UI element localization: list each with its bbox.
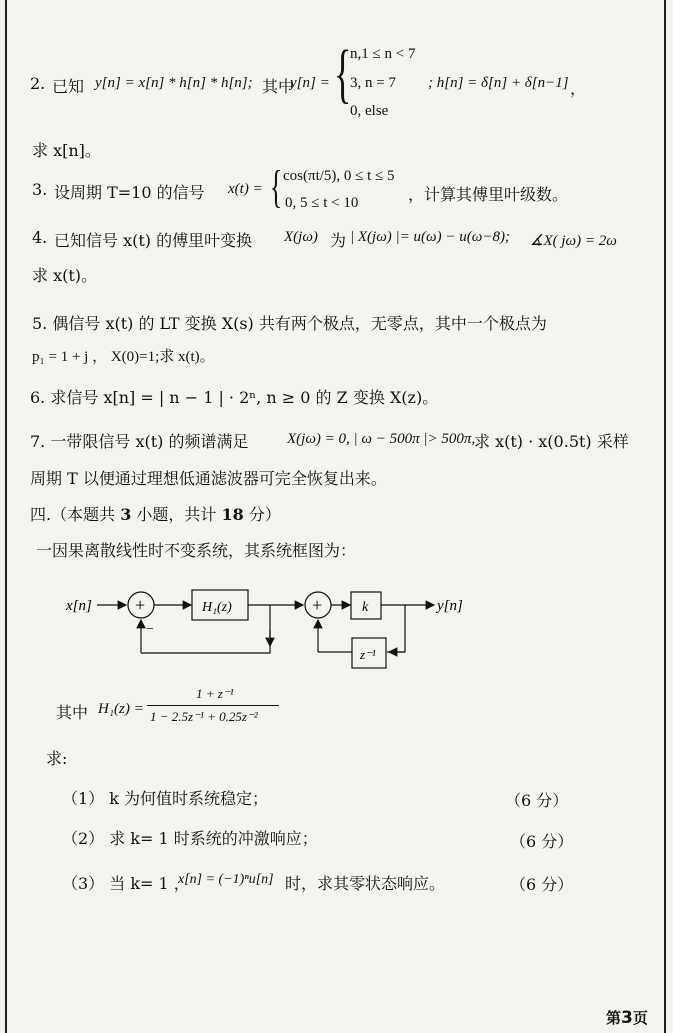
q2-case-2: 3, n = 7 — [350, 75, 396, 91]
heading-part-c: 小题，共计 — [131, 505, 222, 524]
q4-text: 已知信号 x(t) 的傅里叶变换 — [54, 231, 253, 250]
part-1-points: （6 分） — [505, 791, 569, 810]
q3-text-2: ，计算其傅里叶级数。 — [408, 185, 569, 204]
q3-case-1: cos(πt/5), 0 ≤ t ≤ 5 — [283, 168, 395, 184]
q2-brace: { — [334, 37, 352, 110]
q4-number: 4. — [32, 228, 48, 247]
adder-1-plus: + — [135, 595, 146, 615]
adder-2-plus: + — [312, 595, 323, 615]
q2-h-definition: ; h[n] = δ[n] + δ[n−1] — [428, 75, 569, 91]
right-border-line — [664, 0, 666, 1033]
left-border-line — [5, 0, 7, 1033]
part-3-text-c: 时，求其零状态响应。 — [285, 874, 446, 893]
h1-def-numerator: 1 + z⁻¹ — [196, 686, 234, 701]
q7-line-1c: 求 x(t) · x(0.5t) 采样 — [474, 432, 629, 451]
h1-def-lhs: H₁(z) = — [98, 701, 144, 717]
q2-ask: 求 x[n]。 — [32, 141, 101, 160]
q3-case-2: 0, 5 ≤ t < 10 — [285, 195, 359, 211]
q2-y-lhs: y[n] = — [290, 75, 330, 91]
footer-prefix: 第 — [606, 1009, 622, 1027]
part-3-points: （6 分） — [510, 875, 574, 894]
diagram-output-label: y[n] — [437, 598, 463, 614]
q7-line-1a: 7. 一带限信号 x(t) 的频谱满足 — [30, 432, 249, 451]
part-3-text-a: （3） 当 k= 1 ， — [62, 874, 190, 893]
q7-line-2: 周期 T 以便通过理想低通滤波器可完全恢复出来。 — [30, 469, 387, 488]
q4-ask: 求 x(t)。 — [32, 266, 98, 285]
fraction-bar — [147, 705, 279, 706]
q2-convolution-eq: y[n] = x[n] * h[n] * h[n]; — [95, 75, 253, 91]
part-3-input-signal: x[n] = (−1)ⁿu[n] — [178, 872, 274, 887]
heading-points: 18 — [221, 505, 244, 524]
page-footer — [606, 1007, 648, 1028]
q4-phase: ∡X( jω) = 2ω — [530, 233, 617, 249]
q3-number: 3. — [32, 180, 48, 199]
q3-lhs: x(t) = — [228, 181, 263, 197]
q2-case-3: 0, else — [350, 103, 389, 119]
h1-def-prefix: 其中 — [56, 703, 89, 722]
q3-text: 设周期 T=10 的信号 — [54, 183, 205, 202]
q4-magnitude: | X(jω) |= u(ω) − u(ω−8); — [350, 229, 510, 245]
h1-block-label: H₁(z) — [202, 600, 232, 615]
q2-number: 2. — [30, 74, 46, 93]
section-4-intro: 一因果离散线性时不变系统，其系统框图为： — [36, 541, 357, 560]
page-number: 3 — [621, 1008, 633, 1028]
h1-def-denominator: 1 − 2.5z⁻¹ + 0.25z⁻² — [150, 709, 258, 724]
part-1-text: （1） k 为何值时系统稳定； — [62, 789, 269, 808]
ask-label: 求: — [46, 749, 68, 768]
diagram-input-label: x[n] — [66, 598, 92, 614]
heading-part-a: 四.（本题共 — [30, 505, 121, 524]
gain-k-label: k — [362, 600, 369, 615]
q2-text-known: 已知 — [52, 77, 85, 96]
delay-block-label: z⁻¹ — [360, 647, 376, 662]
section-4-heading — [30, 502, 281, 525]
heading-count: 3 — [120, 505, 132, 524]
q2-comma: ， — [570, 79, 587, 98]
q5-line-1: 5. 偶信号 x(t) 的 LT 变换 X(s) 共有两个极点，无零点，其中一个极点为 — [32, 314, 547, 333]
heading-part-e: 分） — [243, 505, 281, 524]
part-2-text: （2） 求 k= 1 时系统的冲激响应； — [62, 829, 318, 848]
q3-brace: { — [270, 161, 283, 212]
q2-case-1: n,1 ≤ n < 7 — [350, 46, 416, 62]
q6-line-1: 6. 求信号 x[n] = | n − 1 | · 2ⁿ, n ≥ 0 的 Z 变换 X(z)。 — [30, 388, 439, 407]
adder-1-minus: − — [146, 622, 154, 637]
q5-line-2: p₁ = 1 + j ， X(0)=1;求 x(t)。 — [32, 349, 215, 365]
q4-transform: X(jω) — [284, 229, 318, 245]
footer-suffix: 页 — [632, 1009, 648, 1027]
feedback-path-2 — [387, 605, 405, 652]
q4-text-2: 为 — [330, 231, 347, 250]
system-block-diagram — [0, 570, 673, 680]
part-2-points: （6 分） — [510, 832, 574, 851]
q7-spectrum-condition: X(jω) = 0, | ω − 500π |> 500π, — [287, 431, 476, 447]
q2-text-where: 其中 — [262, 77, 295, 96]
